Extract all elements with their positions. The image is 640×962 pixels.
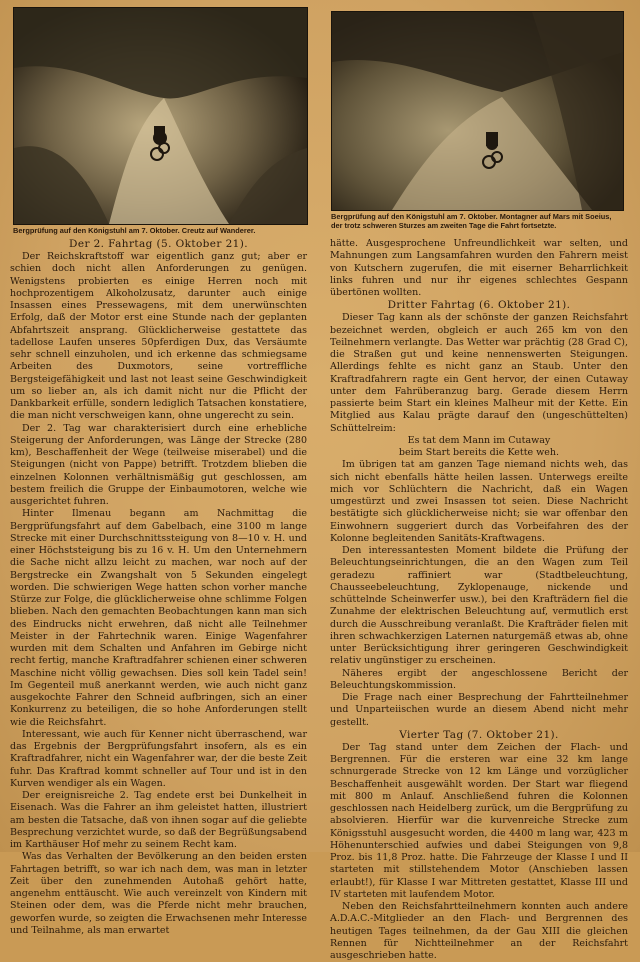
photo-right-caption-line2: der trotz schweren Sturzes am zweiten Tage die Fahrt fortsetzte. (331, 221, 557, 230)
section-heading-day-2: Der 2. Fahrtag (5. Oktober 21). (69, 238, 248, 250)
paragraph: hätte. Ausgesprochene Unfreundlichkeit war selten, und Mahnungen zum Langsamfahren wurden den Fahrern meist von Kutschern zugerufen, die mit eiserner Beharrlichkeit links fuhren und nur ihr eigenes schlechtes Gespann übertönen wollten. (330, 238, 628, 298)
paragraph: Die Frage nach einer Besprechung der Fahrtteilnehmer und Unparteiischen wurde an diesem Abend nicht mehr gestellt. (330, 692, 628, 728)
paragraph: Näheres ergibt der angeschlossene Bericht der Beleuchtungskommission. (330, 667, 628, 691)
right-column (330, 238, 628, 961)
paragraph: Hinter Ilmenau begann am Nachmittag die Bergprüfungsfahrt auf dem Gabelbach, eine 3100 m lange Strecke mit einer Durchschnittssteigung von 8—10 v. H. und einer Höchststeigung bis zu 16 v. H. Um den Unternehmern die Sache nicht allzu leicht zu machen, war noch auf der Bergstrecke ein Zwangshalt von 5 Sekunden eingelegt worden. Die schwierigen Wege hatten schon vorher manche Stürze zur Folge, die glücklicherweise ohne schlimme Folgen blieben. Nach den gemachten Beobachtungen kann man sich des Eindrucks nicht erwehren, daß nicht alle Teilnehmer Meister in der Fahrtechnik waren. Einige Wagenfahrer wurden mit dem Schalten und Anfahren im Gebirge nicht recht fertig, manche Kraftradfahrer schienen einer schweren Maschine nicht völlig gewachsen. Dies soll kein Tadel sein! Im Gegenteil muß anerkannt werden, wie auch nicht ganz ausgekochte Fahrer den Schneid aufbringen, sich an einer Konkurrenz zu beteiligen, die so hohe Anforderungen stellt wie die Reichsfahrt. (10, 508, 307, 728)
paragraph: Neben den Reichsfahrtteilnehmern konnten auch andere A.D.A.C.-Mitglieder an den Flach- und Bergrennen des heutigen Tages teilnehmen, da der Gau XIII die gleichen Rennen für Nichtteilnehmer an der Reichsfahrt ausgeschrieben hatte. (330, 901, 628, 961)
verse-line: beim Start bereits die Kette weh. (398, 447, 560, 458)
paragraph: Der Tag stand unter dem Zeichen der Flach- und Bergrennen. Für die ersteren war eine 32 km lange schnurgerade Strecke von 12 km Länge und vorzüglicher Beschaffenheit ausgewählt worden. Der Start war fliegend mit 800 m Anlauf. Anschließend fuhren die Kolonnen geschlossen nach Heidelberg zurück, um die Bergprüfung zu absolvieren. Hierfür war die kurvenreiche Strecke zum Königsstuhl ausgesucht worden, die 4400 m lang war, 423 m Höhenunterschied aufwies und dabei Steigungen von 9,8 Proz. bis 11,8 Proz. hatte. Die Fahrzeuge der Klasse I und II starteten mit stillstehendem Motor (Anschieben lassen erlaubt!), für Klasse I war Mittreten gestattet, Klasse III und IV starteten mit laufendem Motor. (330, 741, 628, 900)
photo-motorcycle-hill-left (13, 7, 308, 225)
paragraph: Der ereignisreiche 2. Tag endete erst bei Dunkelheit in Eisenach. Was die Fahrer an ihm geleistet hatten, illustriert am besten die Tatsache, daß von ihnen sogar auf die geliebte Besprechung verzichtet wurde, so daß der Begrüßungsabend im Karthäuser Hof mehr zu seinem Recht kam. (10, 790, 307, 850)
paragraph: Was das Verhalten der Bevölkerung an den beiden ersten Fahrtagen betrifft, so war ich nach dem, was man in letzter Zeit über den zunehmenden Autohaß gehört hatte, angenehm enttäuscht. Wie auch vereinzelt von Kindern mit Steinen oder dem, was die Pferde nicht mehr brauchen, geworfen wurde, so zeigten die Erwachsenen mehr Interesse und Teilnahme, als man erwartet (10, 851, 307, 936)
left-column (10, 238, 307, 936)
paragraph: Interessant, wie auch für Kenner nicht überraschend, war das Ergebnis der Bergprüfungsfahrt insofern, als es ein Kraftradfahrer, nicht ein Wagenfahrer war, der die beste Zeit fuhr. Das Kraftrad kommt schneller auf Tour und ist in den Kurven wendiger als ein Wagen. (10, 728, 307, 789)
photo-motorcycle-hill-right (331, 11, 624, 211)
photo-left-image (14, 8, 307, 224)
photo-right-image (332, 12, 623, 210)
photo-right-caption-line1: Bergprüfung auf den Königstuhl am 7. Oktober. Montagner auf Mars mit Soeius, (331, 212, 612, 221)
paragraph: Im übrigen tat am ganzen Tage niemand nichts weh, das sich nicht ebenfalls hätte heilen lassen. Unterwegs ereilte mich vor Schlüchtern die Nachricht, daß ein Wagen umgestürzt und zwei Insassen tot seien. Diese Nachricht bestätigte sich glücklicherweise nicht; sie war offenbar den Einwohnern suggeriert durch das Vorbeifahren des der Kolonne begleitenden Sanitäts-Kraftwagens. (330, 459, 628, 544)
paragraph: Der 2. Tag war charakterisiert durch eine erhebliche Steigerung der Anforderungen, was Länge der Strecke (280 km), Beschaffenheit der Wege (teilweise miserabel) und die Steigungen (nicht von Pappe) betrifft. Trotzdem blieben die einzelnen Kolonnen verhältnismäßig gut geschlossen, am bestem freilich die Gruppe der Einbaumotoren, welche wie ausgerichtet fuhren. (10, 422, 307, 507)
verse-line: Es tat dem Mann im Cutaway (407, 434, 551, 446)
paragraph: Den interessantesten Moment bildete die Prüfung der Beleuchtungseinrichtungen, die an den Wagen zum Teil geradezu raffiniert war (Stadtbeleuchtung, Chausseebeleuchtung, Zyklopenauge, nickende und schüttelnde Scheinwerfer usw.), bei den Krafträdern fiel die Zunahme der elektrischen Beleuchtung auf, vermutlich erst durch die Ausschreibung veranlaßt. Die Krafträder fielen mit ihren schwachkerzigen Laternen naturgemäß etwas ab, ohne unter Berücksichtigung ihrer geringeren Geschwindigkeit relativ ungünstiger zu erscheinen. (330, 545, 628, 667)
photo-left-caption: Bergprüfung auf den Königstuhl am 7. Oktober. Creutz auf Wanderer. (13, 226, 256, 235)
section-heading-day-4: Vierter Tag (7. Oktober 21). (399, 728, 559, 741)
section-heading-day-3: Dritter Fahrtag (6. Oktober 21). (387, 299, 571, 312)
paragraph: Dieser Tag kann als der schönste der ganzen Reichsfahrt bezeichnet werden, obgleich er auch 265 km von den Teilnehmern verlangte. Das Wetter war prächtig (28 Grad C), die Straßen gut und keine nennenswerten Steigungen. Allerdings fehlte es nicht ganz an Staub. Unter den Kraftradfahrern ragte ein Gent hervor, der einen Cutaway unter dem Fahrüberanzug barg. Gerade diesem Herrn passierte beim Start ein kleines Malheur mit der Kette. Ein Mitglied aus Kalau prägte darauf den (ungeschüttelten) Schüttelreim: (330, 312, 628, 434)
paragraph: Der Reichskraftstoff war eigentlich ganz gut; aber er schien doch nicht allen Anforderungen zu genügen. Wenigstens probierten es einige Herren noch mit hochprozentigem Alkoholzusatz, darunter auch einige Insassen eines Pressewagens, mit dem unerwünschten Erfolg, daß der Motor erst eine Stunde nach der geplanten Abfahrtszeit ansprang. Glücklicherweise gestattete das tadellose Laufen unseres 50pferdigen Dux, das Versäumte sehr schnell einzuholen, und ich erkenne das schmiegsame Arbeiten des Duxmotors, seine vortreffliche Bergsteigefähigkeit und last not least seine Geschwindigkeit um so lieber an, als ich damit nicht nur die Pflicht der Dankbarkeit erfülle, sondern lediglich Tatsachen konstatiere, die man nicht verschweigen kann, ohne ungerecht zu sein. (10, 251, 307, 422)
